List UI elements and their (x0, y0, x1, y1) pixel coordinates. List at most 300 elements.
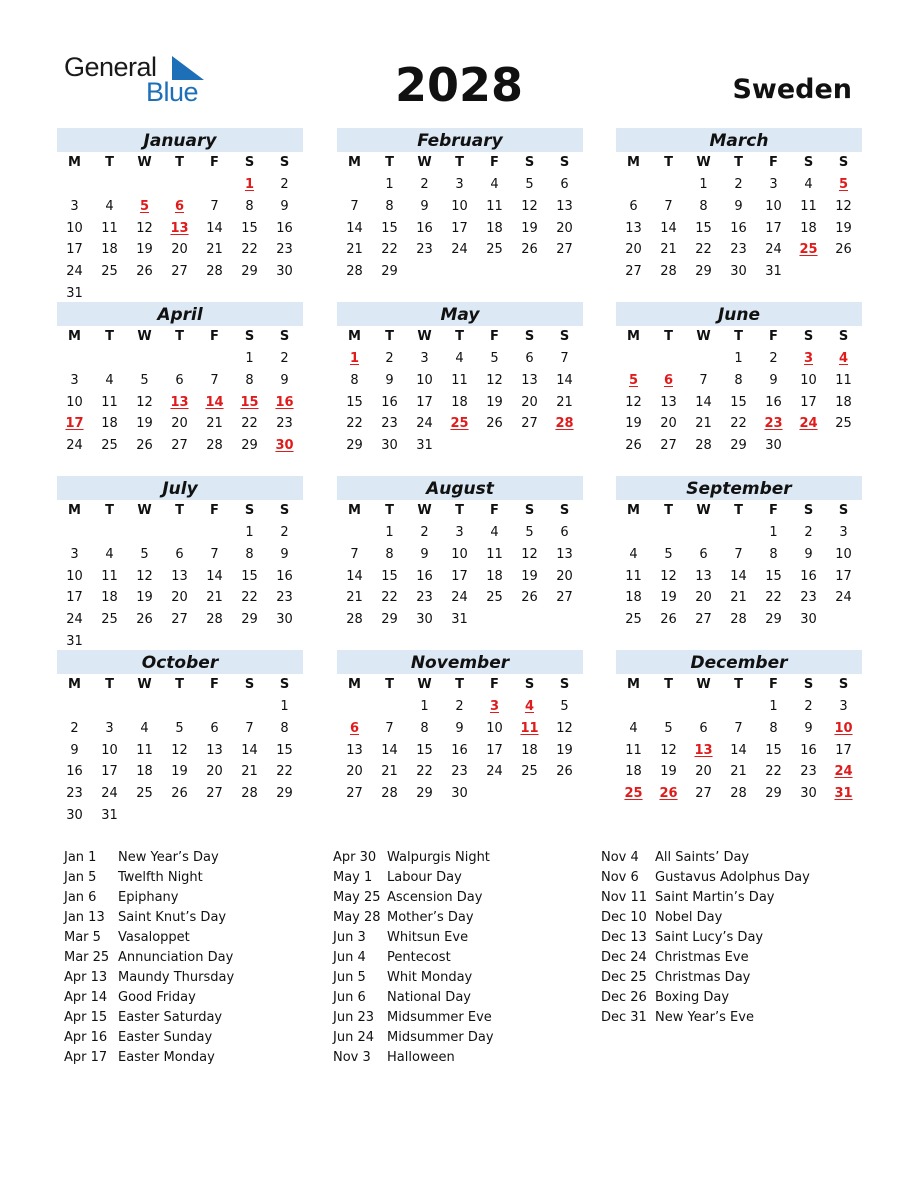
empty-day-cell (686, 522, 721, 544)
weekday-label: W (137, 329, 152, 344)
weekday-label: W (417, 677, 432, 692)
weekday-label: T (664, 503, 673, 518)
day-cell: 12 (136, 568, 153, 584)
weekday-label: S (559, 329, 570, 344)
day-cell: 8 (280, 720, 289, 736)
weekday-label: T (105, 677, 114, 692)
weekday-label: T (175, 677, 184, 692)
weekday-label: M (627, 155, 640, 170)
day-cell: 19 (835, 220, 852, 236)
holiday-date: Dec 13 (601, 930, 647, 945)
day-cell: 12 (660, 742, 677, 758)
day-cell: 2 (804, 525, 813, 540)
day-cell: 16 (276, 568, 293, 584)
day-cell: 3 (839, 525, 848, 540)
holiday-day-cell: 4 (838, 351, 849, 366)
holiday-name: Ascension Day (387, 890, 483, 905)
empty-day-cell (197, 174, 232, 196)
weekday-label: T (175, 155, 184, 170)
day-cell: 12 (136, 394, 153, 410)
day-cell: 15 (381, 220, 398, 236)
day-cell: 18 (486, 568, 503, 584)
weekday-label: W (137, 677, 152, 692)
empty-day-cell (57, 522, 92, 544)
month-august (337, 476, 583, 631)
weekday-label: F (769, 677, 778, 692)
day-cell: 20 (556, 568, 573, 584)
holiday-name: Epiphany (118, 890, 179, 905)
weekday-label: M (348, 329, 361, 344)
weekday-label: T (385, 155, 394, 170)
day-cell: 10 (765, 198, 782, 214)
holiday-date: Apr 30 (333, 850, 377, 865)
day-cell: 27 (521, 416, 538, 432)
weekday-label: T (664, 329, 673, 344)
day-cell: 11 (486, 546, 503, 562)
day-cell: 17 (66, 242, 83, 258)
day-cell: 28 (346, 612, 363, 627)
day-cell: 31 (451, 612, 468, 627)
day-cell: 18 (486, 220, 503, 236)
day-cell: 2 (804, 699, 813, 714)
day-cell: 29 (765, 612, 782, 627)
day-cell: 28 (206, 264, 223, 279)
holiday-date: Dec 25 (601, 970, 647, 985)
day-cell: 4 (105, 546, 114, 562)
day-cell: 12 (660, 568, 677, 584)
day-cell: 7 (350, 546, 359, 562)
month-title: April (57, 302, 303, 326)
day-cell: 26 (136, 438, 153, 453)
day-cell: 27 (171, 438, 188, 453)
day-cell: 8 (420, 720, 429, 736)
weekday-label: T (455, 677, 464, 692)
day-cell: 4 (804, 177, 813, 192)
day-cell: 7 (734, 720, 743, 736)
weekday-label: S (244, 677, 255, 692)
day-cell: 19 (521, 568, 538, 584)
holiday-date: Jun 6 (333, 990, 366, 1005)
holiday-date: May 25 (333, 890, 381, 905)
weekday-label: W (696, 155, 711, 170)
holiday-date: Apr 13 (64, 970, 108, 985)
day-cell: 27 (695, 786, 712, 801)
holiday-day-cell: 25 (624, 786, 643, 801)
day-cell: 28 (206, 438, 223, 453)
day-cell: 29 (346, 438, 363, 453)
weekday-label: M (348, 677, 361, 692)
day-cell: 15 (765, 568, 782, 584)
weekday-label: T (455, 503, 464, 518)
day-cell: 8 (385, 546, 394, 562)
month-grid (57, 674, 302, 827)
day-cell: 7 (664, 198, 673, 214)
holiday-name: Good Friday (118, 990, 196, 1005)
day-cell: 9 (734, 198, 743, 214)
day-cell: 3 (769, 177, 778, 192)
day-cell: 31 (416, 438, 433, 453)
day-cell: 23 (416, 590, 433, 606)
day-cell: 4 (455, 351, 464, 366)
logo-word-general: General (64, 52, 157, 82)
weekday-label: S (838, 155, 849, 170)
day-cell: 11 (800, 198, 817, 214)
day-cell: 14 (346, 568, 363, 584)
month-grid (337, 674, 582, 805)
weekday-label: S (803, 329, 814, 344)
day-cell: 10 (835, 546, 852, 562)
day-cell: 28 (346, 264, 363, 279)
day-cell: 24 (451, 590, 468, 606)
day-cell: 14 (730, 742, 747, 758)
holiday-date: Nov 6 (601, 870, 639, 885)
day-cell: 24 (765, 242, 782, 258)
weekday-label: S (803, 503, 814, 518)
holiday-day-cell: 1 (244, 177, 255, 192)
day-cell: 5 (140, 546, 149, 562)
day-cell: 23 (800, 590, 817, 606)
empty-day-cell (127, 696, 162, 718)
day-cell: 30 (276, 612, 293, 627)
day-cell: 21 (556, 394, 573, 410)
day-cell: 19 (136, 416, 153, 432)
day-cell: 27 (171, 612, 188, 627)
day-cell: 1 (699, 177, 708, 192)
holiday-name: Easter Saturday (118, 1010, 223, 1025)
day-cell: 14 (346, 220, 363, 236)
month-grid (337, 326, 582, 457)
day-cell: 30 (451, 786, 468, 801)
day-cell: 27 (556, 242, 573, 258)
holiday-day-cell: 15 (240, 394, 259, 410)
month-title: September (616, 476, 862, 500)
holiday-name: New Year’s Eve (655, 1010, 754, 1025)
day-cell: 21 (695, 416, 712, 432)
holiday-day-cell: 6 (174, 198, 185, 214)
day-cell: 16 (276, 220, 293, 236)
day-cell: 1 (420, 699, 429, 714)
day-cell: 19 (660, 764, 677, 780)
day-cell: 25 (101, 438, 118, 453)
day-cell: 26 (136, 264, 153, 279)
day-cell: 25 (101, 264, 118, 279)
holiday-date: Dec 24 (601, 950, 647, 965)
empty-day-cell (162, 348, 197, 370)
holiday-day-cell: 16 (275, 394, 294, 410)
empty-day-cell (127, 522, 162, 544)
day-cell: 16 (800, 568, 817, 584)
day-cell: 23 (800, 764, 817, 780)
holiday-name: National Day (387, 990, 471, 1005)
day-cell: 8 (734, 372, 743, 388)
weekday-label: T (175, 329, 184, 344)
day-cell: 14 (381, 742, 398, 758)
day-cell: 19 (660, 590, 677, 606)
day-cell: 25 (521, 764, 538, 780)
day-cell: 18 (451, 394, 468, 410)
holiday-name: Saint Martin’s Day (655, 890, 775, 905)
day-cell: 10 (451, 198, 468, 214)
day-cell: 19 (521, 220, 538, 236)
holiday-name: Walpurgis Night (387, 850, 490, 865)
day-cell: 27 (171, 264, 188, 279)
empty-day-cell (721, 522, 756, 544)
weekday-label: T (734, 677, 743, 692)
day-cell: 23 (451, 764, 468, 780)
month-title: March (616, 128, 862, 152)
day-cell: 26 (171, 786, 188, 801)
day-cell: 9 (455, 720, 464, 736)
empty-day-cell (721, 696, 756, 718)
day-cell: 15 (730, 394, 747, 410)
empty-day-cell (92, 174, 127, 196)
day-cell: 20 (695, 590, 712, 606)
month-april (57, 302, 303, 457)
day-cell: 29 (416, 786, 433, 801)
day-cell: 16 (66, 764, 83, 780)
weekday-label: W (417, 155, 432, 170)
day-cell: 13 (660, 394, 677, 410)
weekday-label: W (696, 503, 711, 518)
day-cell: 28 (730, 786, 747, 801)
day-cell: 19 (556, 742, 573, 758)
day-cell: 9 (70, 742, 79, 758)
month-march (616, 128, 862, 283)
day-cell: 30 (416, 612, 433, 627)
day-cell: 6 (175, 546, 184, 562)
day-cell: 6 (175, 372, 184, 388)
empty-day-cell (57, 174, 92, 196)
day-cell: 14 (730, 568, 747, 584)
day-cell: 7 (560, 351, 569, 366)
month-december (616, 650, 862, 805)
empty-day-cell (92, 348, 127, 370)
country-name: Sweden (732, 74, 852, 105)
holiday-name: Midsummer Eve (387, 1010, 492, 1025)
day-cell: 31 (66, 633, 83, 649)
weekday-label: T (734, 329, 743, 344)
holiday-date: Apr 17 (64, 1050, 108, 1065)
weekday-label: T (734, 155, 743, 170)
day-cell: 17 (800, 394, 817, 410)
day-cell: 5 (664, 720, 673, 736)
day-cell: 17 (451, 568, 468, 584)
day-cell: 15 (241, 220, 258, 236)
day-cell: 13 (521, 372, 538, 388)
day-cell: 24 (486, 764, 503, 780)
day-cell: 7 (385, 720, 394, 736)
day-cell: 22 (381, 590, 398, 606)
holiday-day-cell: 17 (65, 416, 84, 432)
day-cell: 7 (734, 546, 743, 562)
day-cell: 30 (800, 786, 817, 801)
day-cell: 13 (625, 220, 642, 236)
day-cell: 2 (769, 351, 778, 366)
day-cell: 21 (346, 242, 363, 258)
day-cell: 15 (346, 394, 363, 410)
day-cell: 19 (486, 394, 503, 410)
day-cell: 29 (241, 612, 258, 627)
day-cell: 14 (660, 220, 677, 236)
day-cell: 3 (105, 720, 114, 736)
day-cell: 7 (210, 198, 219, 214)
weekday-label: T (664, 155, 673, 170)
day-cell: 25 (835, 416, 852, 432)
day-cell: 28 (660, 264, 677, 279)
day-cell: 4 (105, 372, 114, 388)
day-cell: 26 (486, 416, 503, 432)
weekday-label: M (348, 155, 361, 170)
day-cell: 30 (730, 264, 747, 279)
day-cell: 25 (101, 612, 118, 627)
month-grid (57, 500, 302, 653)
weekday-label: S (803, 155, 814, 170)
day-cell: 28 (206, 612, 223, 627)
month-title: June (616, 302, 862, 326)
weekday-label: W (137, 155, 152, 170)
holiday-day-cell: 4 (524, 699, 535, 714)
holiday-date: Jan 6 (64, 890, 97, 905)
day-cell: 26 (521, 590, 538, 606)
day-cell: 15 (765, 742, 782, 758)
day-cell: 1 (245, 525, 254, 540)
day-cell: 30 (276, 264, 293, 279)
empty-day-cell (651, 696, 686, 718)
calendar-year: 2028 (394, 58, 524, 112)
day-cell: 20 (556, 220, 573, 236)
month-grid (616, 500, 861, 631)
holiday-name: Gustavus Adolphus Day (655, 870, 810, 885)
weekday-label: W (417, 329, 432, 344)
day-cell: 12 (521, 546, 538, 562)
empty-day-cell (686, 348, 721, 370)
day-cell: 2 (280, 525, 289, 540)
month-grid (616, 152, 861, 283)
day-cell: 23 (276, 416, 293, 432)
day-cell: 29 (276, 786, 293, 801)
empty-day-cell (651, 348, 686, 370)
weekday-label: M (68, 329, 81, 344)
day-cell: 2 (280, 351, 289, 366)
weekday-label: T (385, 329, 394, 344)
empty-day-cell (162, 174, 197, 196)
day-cell: 11 (101, 394, 118, 410)
day-cell: 20 (660, 416, 677, 432)
day-cell: 20 (171, 242, 188, 258)
weekday-label: T (105, 329, 114, 344)
month-may (337, 302, 583, 457)
empty-day-cell (337, 696, 372, 718)
empty-day-cell (92, 696, 127, 718)
weekday-label: T (175, 503, 184, 518)
day-cell: 29 (241, 438, 258, 453)
empty-day-cell (197, 696, 232, 718)
month-october (57, 650, 303, 827)
day-cell: 18 (625, 764, 642, 780)
weekday-label: F (490, 503, 499, 518)
day-cell: 14 (556, 372, 573, 388)
weekday-label: M (68, 677, 81, 692)
day-cell: 16 (765, 394, 782, 410)
holiday-day-cell: 23 (764, 416, 783, 432)
weekday-label: F (769, 329, 778, 344)
day-cell: 1 (385, 177, 394, 192)
day-cell: 14 (241, 742, 258, 758)
day-cell: 8 (385, 198, 394, 214)
day-cell: 19 (136, 242, 153, 258)
logo-word-blue: Blue (146, 77, 199, 107)
day-cell: 23 (276, 242, 293, 258)
day-cell: 1 (280, 699, 289, 714)
empty-day-cell (92, 522, 127, 544)
day-cell: 26 (835, 242, 852, 258)
day-cell: 8 (699, 198, 708, 214)
weekday-label: T (455, 155, 464, 170)
day-cell: 24 (66, 612, 83, 627)
weekday-label: F (210, 503, 219, 518)
weekday-label: F (490, 329, 499, 344)
day-cell: 22 (241, 242, 258, 258)
day-cell: 3 (420, 351, 429, 366)
holiday-date: Dec 26 (601, 990, 647, 1005)
day-cell: 11 (625, 742, 642, 758)
holiday-day-cell: 3 (803, 351, 814, 366)
holiday-date: Nov 3 (333, 1050, 371, 1065)
month-title: August (337, 476, 583, 500)
day-cell: 2 (455, 699, 464, 714)
weekday-label: F (769, 155, 778, 170)
day-cell: 4 (140, 720, 149, 736)
day-cell: 23 (730, 242, 747, 258)
day-cell: 21 (730, 764, 747, 780)
holiday-name: Halloween (387, 1050, 455, 1065)
month-september (616, 476, 862, 631)
day-cell: 26 (625, 438, 642, 453)
month-november (337, 650, 583, 805)
day-cell: 13 (346, 742, 363, 758)
day-cell: 29 (381, 264, 398, 279)
holiday-name: Saint Lucy’s Day (655, 930, 764, 945)
holiday-day-cell: 13 (170, 220, 189, 236)
day-cell: 12 (171, 742, 188, 758)
day-cell: 17 (486, 742, 503, 758)
weekday-label: W (696, 329, 711, 344)
day-cell: 31 (765, 264, 782, 279)
empty-day-cell (162, 522, 197, 544)
day-cell: 6 (629, 198, 638, 214)
day-cell: 4 (105, 198, 114, 214)
day-cell: 5 (490, 351, 499, 366)
day-cell: 8 (769, 546, 778, 562)
holiday-name: Twelfth Night (118, 870, 203, 885)
day-cell: 20 (695, 764, 712, 780)
day-cell: 10 (66, 220, 83, 236)
day-cell: 8 (350, 372, 359, 388)
day-cell: 18 (101, 242, 118, 258)
month-title: May (337, 302, 583, 326)
weekday-label: S (244, 329, 255, 344)
day-cell: 25 (625, 612, 642, 627)
day-cell: 10 (416, 372, 433, 388)
day-cell: 21 (206, 416, 223, 432)
month-grid (337, 152, 582, 283)
day-cell: 8 (245, 546, 254, 562)
day-cell: 30 (765, 438, 782, 453)
holiday-date: Dec 10 (601, 910, 647, 925)
month-title: January (57, 128, 303, 152)
day-cell: 17 (765, 220, 782, 236)
weekday-label: W (417, 503, 432, 518)
